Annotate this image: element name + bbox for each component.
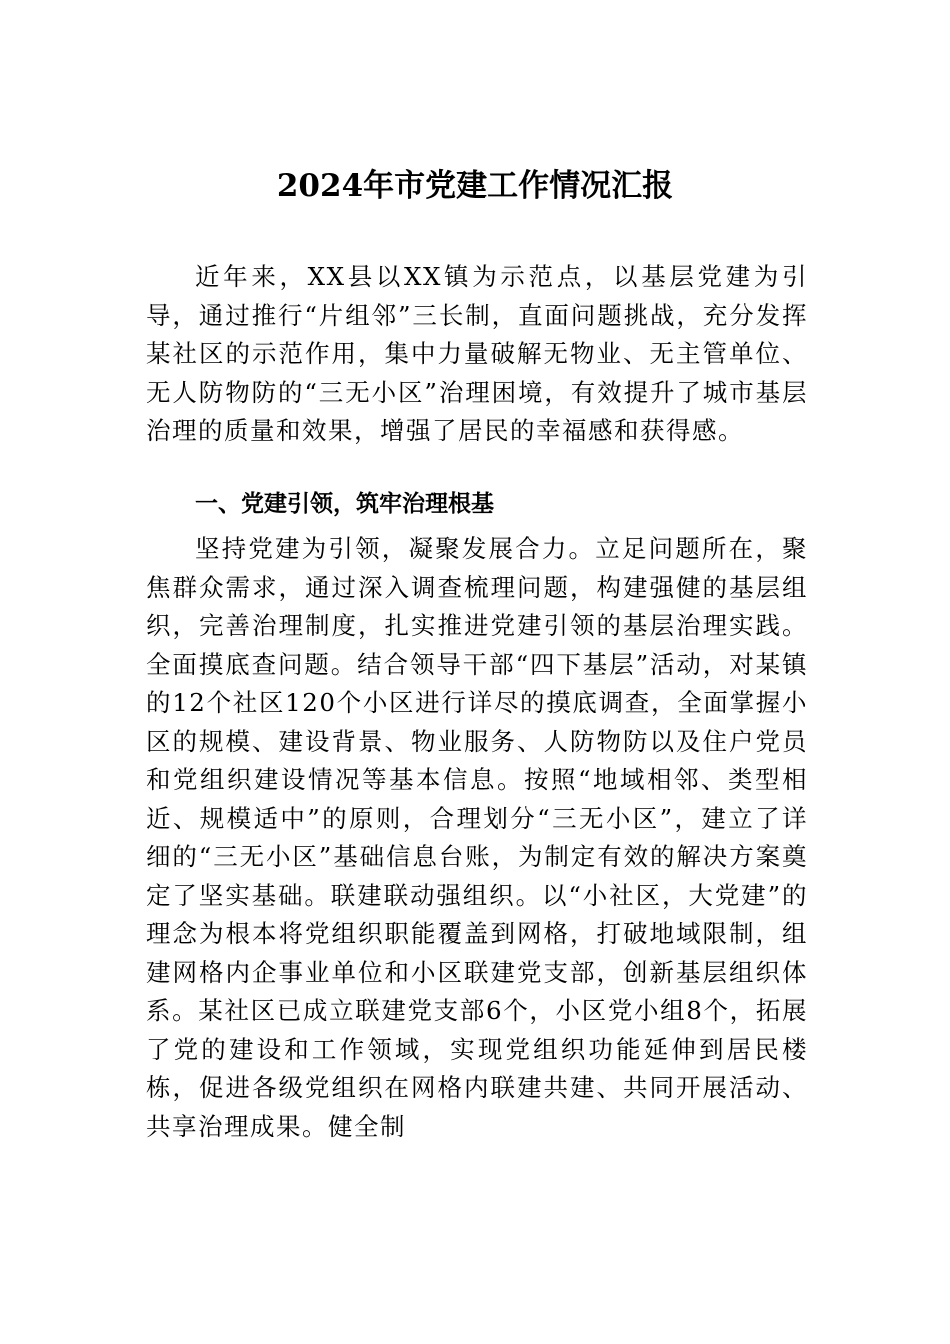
document-title: 2024年市党建工作情况汇报 xyxy=(276,168,674,204)
intro-paragraph: 近年来，XX县以XX镇为示范点，以基层党建为引导，通过推行“片组邻”三长制，直面问题挑战，充分发挥某社区的示范作用，集中力量破解无物业、无主管单位、无人防物防的“三无小区”治理困境，有效提升了城市基层治理的质量和效果，增强了居民的幸福感和获得感。 xyxy=(146,262,808,445)
section-heading: 一、党建引领，筑牢治理根基 xyxy=(195,491,494,517)
section-paragraph: 坚持党建为引领，凝聚发展合力。立足问题所在，聚焦群众需求，通过深入调查梳理问题，构建强健的基层组织，完善治理制度，扎实推进党建引领的基层治理实践。全面摸底查问题。结合领导干部“四下基层”活动，对某镇的12个社区120个小区进行详尽的摸底调查，全面掌握小区的规模、建设背景、物业服务、人防物防以及住户党员和党组织建设情况等基本信息。按照“地域相邻、类型相近、规模适中”的原则，合理划分“三无小区”，建立了详细的“三无小区”基础信息台账，为制定有效的解决方案奠定了坚实基础。联建联动强组织。以“小社区，大党建”的理念为根本将党组织职能覆盖到网格，打破地域限制，组建网格内企事业单位和小区联建党支部，创新基层组织体系。某社区已成立联建党支部6个，小区党小组8个，拓展了党的建设和工作领域，实现党组织功能延伸到居民楼栋，促进各级党组织在网格内联建共建、共同开展活动、共享治理成果。健全制 xyxy=(146,534,808,1141)
